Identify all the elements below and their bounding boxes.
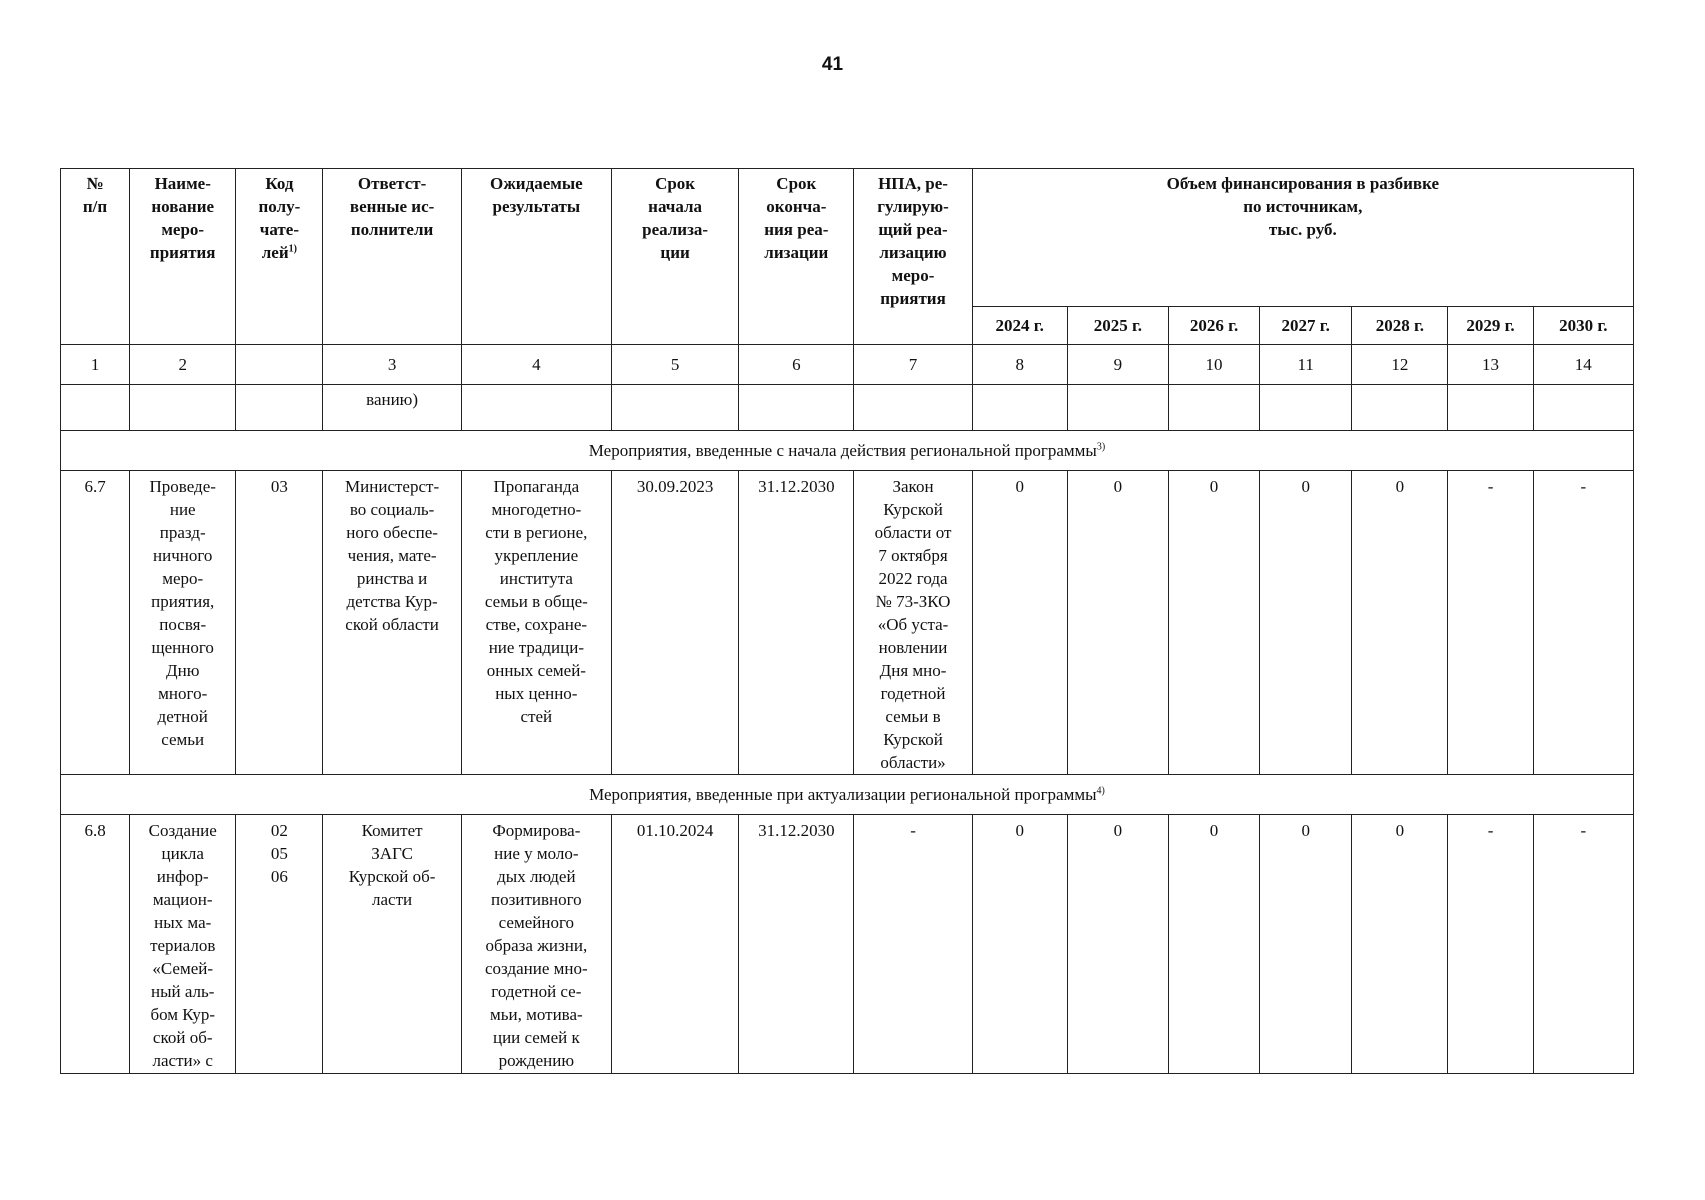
funding-2024: 0 — [972, 471, 1067, 775]
col-num-7: 7 — [854, 345, 972, 385]
text-line: ние у моло- — [494, 844, 579, 863]
text-line: Проведе- — [149, 477, 216, 496]
text-line: Формирова- — [492, 821, 581, 840]
text-line: ный аль- — [150, 982, 215, 1001]
section-heading-row — [61, 775, 1634, 815]
text-line: Ожидаемые — [490, 174, 583, 193]
text-line: 05 — [270, 844, 288, 863]
text-line: детства Кур- — [346, 592, 438, 611]
funding-2025: 0 — [1067, 471, 1168, 775]
column-number-row — [61, 345, 1634, 385]
col-num-blank — [236, 345, 323, 385]
text-line: нование — [151, 197, 215, 216]
text-line: ных ценно- — [495, 684, 578, 703]
start-date: 01.10.2024 — [611, 815, 738, 1074]
header-end — [739, 169, 854, 345]
col-num-13: 13 — [1448, 345, 1533, 385]
col-num-14: 14 — [1533, 345, 1633, 385]
year-2024: 2024 г. — [972, 307, 1067, 345]
text-line: новлении — [878, 638, 948, 657]
text-line: рождению — [498, 1051, 575, 1070]
text-line: результаты — [492, 197, 581, 216]
funding-2025: 0 — [1067, 815, 1168, 1074]
header-executors — [323, 169, 461, 345]
text-line: Министерст- — [345, 477, 440, 496]
text-line: лизацию — [879, 243, 947, 262]
start-date: 30.09.2023 — [611, 471, 738, 775]
text-line: оконча- — [766, 197, 827, 216]
funding-2029: - — [1448, 471, 1533, 775]
col-num-12: 12 — [1352, 345, 1448, 385]
text-line: «Семей- — [152, 959, 214, 978]
funding-2027: 0 — [1260, 815, 1352, 1074]
text-line: ской об- — [152, 1028, 213, 1047]
col-num-6: 6 — [739, 345, 854, 385]
text-line: реализа- — [642, 220, 709, 239]
funding-2026: 0 — [1168, 815, 1259, 1074]
header-results — [461, 169, 611, 345]
section-heading-row — [61, 431, 1634, 471]
text-line: гулирую- — [877, 197, 949, 216]
text-line: Ответст- — [357, 174, 427, 193]
text-line: семьи в — [885, 707, 941, 726]
text-line: годетной — [880, 684, 946, 703]
text-line: щенного — [151, 638, 214, 657]
text-line: 03 — [270, 477, 288, 496]
year-2027: 2027 г. — [1260, 307, 1352, 345]
text-line: ринства и — [356, 569, 428, 588]
text-line: 2022 года — [878, 569, 948, 588]
text-line: ных ма- — [154, 913, 212, 932]
text-line: Курской — [883, 500, 943, 519]
row-number: 6.7 — [61, 471, 130, 775]
section-heading-initial: Мероприятия, введенные с начала действия региональной программы$^{3)}$ — [61, 431, 1634, 471]
funding-2027: 0 — [1260, 471, 1352, 775]
col-num-1: 1 — [61, 345, 130, 385]
col-num-11: 11 — [1260, 345, 1352, 385]
text-line: ЗАГС — [371, 844, 413, 863]
year-2026: 2026 г. — [1168, 307, 1259, 345]
text-line: много- — [158, 684, 208, 703]
text-line: Курской об- — [348, 867, 436, 886]
text-line: годетной се- — [491, 982, 582, 1001]
text-line: сти в регионе, — [485, 523, 588, 542]
text-line: семьи в обще- — [484, 592, 588, 611]
text-line: мьи, мотива- — [490, 1005, 583, 1024]
table-row — [61, 471, 1634, 775]
text-line: Срок — [655, 174, 696, 193]
header-num — [61, 169, 130, 345]
text-line: меро- — [161, 220, 205, 239]
section-heading-update: Мероприятия, введенные при актуализации региональной программы$^{4)}$ — [61, 775, 1634, 815]
measure-name — [130, 815, 236, 1074]
recipient-code — [236, 815, 323, 1074]
header-start — [611, 169, 738, 345]
year-2030: 2030 г. — [1533, 307, 1633, 345]
header-name — [130, 169, 236, 345]
text-line: Дня мно- — [879, 661, 947, 680]
row-number: 6.8 — [61, 815, 130, 1074]
col-num-3: 3 — [323, 345, 461, 385]
text-line: Наиме- — [154, 174, 211, 193]
text-line: создание мно- — [485, 959, 588, 978]
text-line: щий реа- — [878, 220, 948, 239]
text-line: приятия — [880, 289, 946, 308]
continuation-row — [61, 385, 1634, 431]
funding-2024: 0 — [972, 815, 1067, 1074]
text-line: НПА, ре- — [878, 174, 948, 193]
text-line: № 73-ЗКО — [875, 592, 951, 611]
text-line: празд- — [159, 523, 206, 542]
funding-2028: 0 — [1352, 815, 1448, 1074]
funding-2029: - — [1448, 815, 1533, 1074]
text-line: стей — [520, 707, 553, 726]
year-2025: 2025 г. — [1067, 307, 1168, 345]
text-line: области» — [880, 753, 946, 772]
text-line: меро- — [891, 266, 935, 285]
text-line: во социаль- — [349, 500, 435, 519]
text-line: ного обеспе- — [346, 523, 438, 542]
page-number: 41 — [821, 54, 844, 75]
text-line: бом Кур- — [150, 1005, 215, 1024]
responsible-executors — [323, 471, 461, 775]
text-line: 7 октября — [878, 546, 948, 565]
text-line: лей$^{1)}$ — [261, 243, 297, 262]
text-line: Курской — [883, 730, 943, 749]
year-2028: 2028 г. — [1352, 307, 1448, 345]
text-line: области от — [874, 523, 952, 542]
text-line: Дню — [166, 661, 200, 680]
text-line: териалов — [150, 936, 216, 955]
col-num-10: 10 — [1168, 345, 1259, 385]
text-line: посвя- — [159, 615, 207, 634]
program-table — [60, 168, 1634, 1074]
text-line: полу- — [258, 197, 301, 216]
text-line: чате- — [259, 220, 299, 239]
text-line: венные ис- — [349, 197, 435, 216]
col-num-8: 8 — [972, 345, 1067, 385]
text-line: инфор- — [156, 867, 209, 886]
end-date: 31.12.2030 — [739, 815, 854, 1074]
text-line: 02 — [270, 821, 288, 840]
text-line: Код — [265, 174, 294, 193]
text-line: образа жизни, — [485, 936, 588, 955]
text-line: полнители — [350, 220, 434, 239]
text-line: ласти» с — [152, 1051, 213, 1070]
text-line: 06 — [270, 867, 288, 886]
text-line: ние — [169, 500, 196, 519]
text-line: меро- — [162, 569, 204, 588]
text-line: онных семей- — [486, 661, 586, 680]
text-line: Комитет — [361, 821, 423, 840]
text-line: детной — [157, 707, 208, 726]
text-line: приятия — [149, 243, 216, 262]
footnote-marker: 1) — [288, 243, 297, 255]
col-num-4: 4 — [461, 345, 611, 385]
text-line: Срок — [776, 174, 817, 193]
year-2029: 2029 г. — [1448, 307, 1533, 345]
col-num-5: 5 — [611, 345, 738, 385]
table-row — [61, 815, 1634, 1074]
text-line: дых людей — [497, 867, 576, 886]
text-line: многодетно- — [491, 500, 582, 519]
funding-2028: 0 — [1352, 471, 1448, 775]
header-npa — [854, 169, 972, 345]
recipient-code — [236, 471, 323, 775]
text-line: стве, сохране- — [485, 615, 588, 634]
header-funding — [972, 169, 1633, 307]
header-row — [61, 169, 1634, 307]
text-line: семейного — [498, 913, 575, 932]
text-line: Пропаганда — [493, 477, 580, 496]
text-line: чения, мате- — [347, 546, 437, 565]
regulatory-act — [854, 471, 972, 775]
responsible-executors — [323, 815, 461, 1074]
text-line: № — [86, 174, 104, 193]
text-line: ласти — [372, 890, 413, 909]
text-line: ние традици- — [488, 638, 584, 657]
text-line: приятия, — [151, 592, 215, 611]
measure-name — [130, 471, 236, 775]
text-line: Закон — [892, 477, 934, 496]
funding-2030: - — [1533, 471, 1633, 775]
text-line: ции семей к — [492, 1028, 580, 1047]
text-line: института — [499, 569, 573, 588]
text-line: тыс. руб. — [1268, 220, 1337, 239]
text-line: укрепление — [494, 546, 579, 565]
text-line: ничного — [153, 546, 213, 565]
text-line: семьи — [161, 730, 205, 749]
col-num-9: 9 — [1067, 345, 1168, 385]
text-line: п/п — [82, 197, 108, 216]
text-line: Объем финансирования в разбивке — [1166, 174, 1440, 193]
text-line: цикла — [161, 844, 204, 863]
regulatory-act — [854, 815, 972, 1074]
text-line: по источникам, — [1243, 197, 1363, 216]
col-num-2: 2 — [130, 345, 236, 385]
text-line: мацион- — [152, 890, 213, 909]
funding-2030: - — [1533, 815, 1633, 1074]
funding-2026: 0 — [1168, 471, 1259, 775]
text-line: позитивного — [491, 890, 582, 909]
text-line: начала — [648, 197, 703, 216]
text-line: «Об уста- — [877, 615, 949, 634]
text-line: ния реа- — [764, 220, 829, 239]
end-date: 31.12.2030 — [739, 471, 854, 775]
text-line: Создание — [148, 821, 217, 840]
header-code — [236, 169, 323, 345]
text-line: - — [910, 821, 916, 840]
text-line: ской области — [345, 615, 439, 634]
continuation-text: ванию) — [323, 385, 461, 431]
expected-results — [461, 471, 611, 775]
expected-results — [461, 815, 611, 1074]
text-line: лизации — [764, 243, 829, 262]
text-line: ции — [660, 243, 690, 262]
